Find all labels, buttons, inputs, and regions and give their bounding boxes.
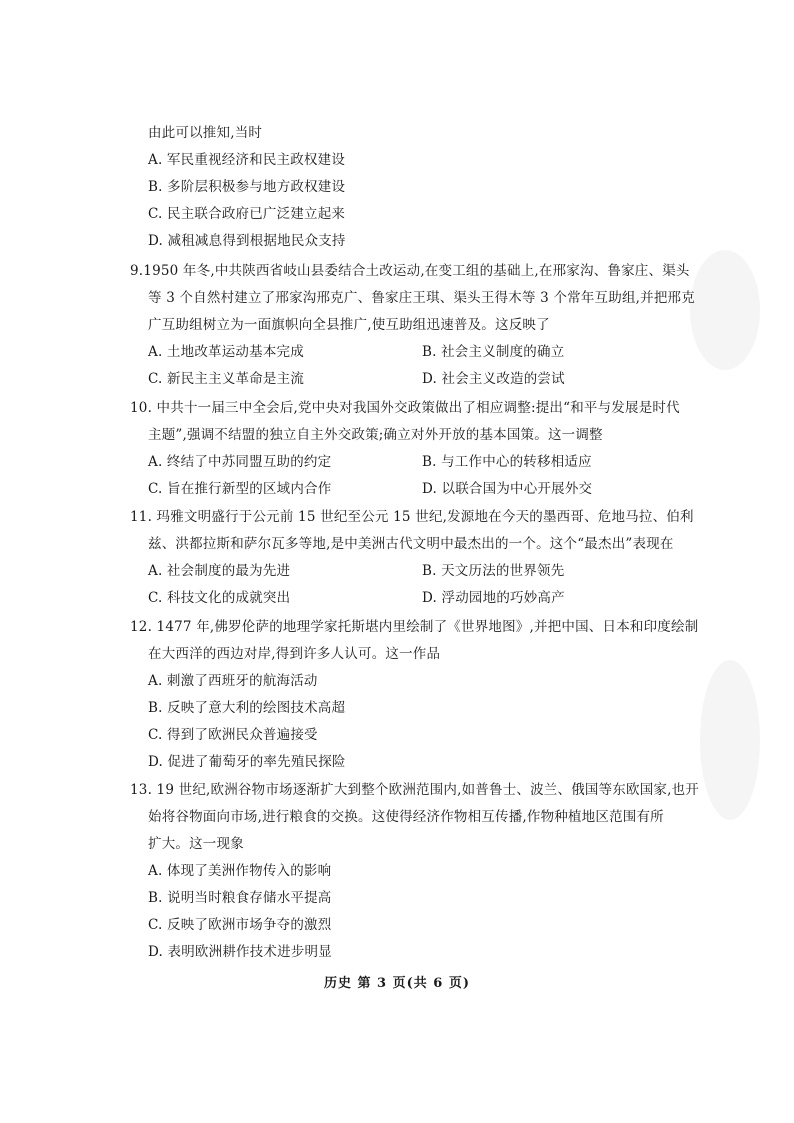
q10-option-c: C. 旨在推行新型的区域内合作 [148, 481, 332, 497]
q8-option-d: D. 减租减息得到根据地民众支持 [148, 233, 346, 249]
q9-stem-line: 等 3 个自然村建立了邢家沟邢克广、鲁家庄王琪、渠头王得木等 3 个常年互助组,并把邢克 [148, 290, 695, 306]
scan-smudge [700, 660, 760, 820]
page-footer: 历史 第 3 页(共 6 页) [323, 976, 471, 991]
q9-stem-line: 9.1950 年冬,中共陕西省岐山县委结合土改运动,在变工组的基础上,在邢家沟、鲁家庄、渠头 [130, 263, 690, 279]
q8-option-b: B. 多阶层积极参与地方政权建设 [148, 179, 346, 195]
q9-option-c: C. 新民主主义革命是主流 [148, 371, 305, 387]
q10-stem-line: 10. 中共十一届三中全会后,党中央对我国外交政策做出了相应调整:提出“和平与发展是时代 [130, 400, 680, 416]
scan-smudge [690, 250, 760, 370]
q13-option-d: D. 表明欧洲耕作技术进步明显 [148, 944, 332, 960]
q11-stem-line: 兹、洪都拉斯和萨尔瓦多等地,是中美洲古代文明中最杰出的一个。这个“最杰出”表现在 [148, 536, 674, 552]
q10-option-b: B. 与工作中心的转移相适应 [422, 454, 592, 470]
q12-option-c: C. 得到了欧洲民众普遍接受 [148, 727, 318, 743]
q12-stem-line: 在大西洋的西边对岸,得到许多人认可。这一作品 [148, 646, 441, 662]
q9-option-b: B. 社会主义制度的确立 [422, 344, 565, 360]
q10-option-d: D. 以联合国为中心开展外交 [422, 481, 593, 497]
q8-stem-end: 由此可以推知,当时 [148, 125, 263, 141]
q8-option-c: C. 民主联合政府已广泛建立起来 [148, 206, 346, 222]
q13-stem-line: 扩大。这一现象 [148, 836, 244, 852]
q13-option-a: A. 体现了美洲作物传入的影响 [148, 863, 332, 879]
q12-stem-line: 12. 1477 年,佛罗伦萨的地理学家托斯堪内里绘制了《世界地图》,并把中国、日本和印度绘制 [130, 619, 699, 635]
q8-option-a: A. 军民重视经济和民主政权建设 [148, 152, 346, 168]
q13-option-c: C. 反映了欧洲市场争夺的激烈 [148, 917, 332, 933]
q11-option-d: D. 浮动园地的巧妙高产 [422, 590, 565, 606]
q13-option-b: B. 说明当时粮食存储水平提高 [148, 890, 332, 906]
q11-option-a: A. 社会制度的最为先进 [148, 563, 291, 579]
q11-stem-line: 11. 玛雅文明盛行于公元前 15 世纪至公元 15 世纪,发源地在今天的墨西哥、危地马拉、伯利 [130, 509, 694, 525]
q13-stem-line: 始将谷物面向市场,进行粮食的交换。这使得经济作物相互传播,作物种植地区范围有所 [148, 809, 664, 825]
q11-option-c: C. 科技文化的成就突出 [148, 590, 291, 606]
q9-option-a: A. 土地改革运动基本完成 [148, 344, 304, 360]
q10-option-a: A. 终结了中苏同盟互助的约定 [148, 454, 332, 470]
q12-option-d: D. 促进了葡萄牙的率先殖民探险 [148, 754, 346, 770]
q9-option-d: D. 社会主义改造的尝试 [422, 371, 565, 387]
q11-option-b: B. 天文历法的世界领先 [422, 563, 565, 579]
q12-option-a: A. 刺激了西班牙的航海活动 [148, 673, 318, 689]
q13-stem-line: 13. 19 世纪,欧洲谷物市场逐渐扩大到整个欧洲范围内,如普鲁士、波兰、俄国等东欧国家,也开 [130, 782, 700, 798]
q10-stem-line: 主题”,强调不结盟的独立自主外交政策;确立对外开放的基本国策。这一调整 [148, 427, 603, 443]
q9-stem-line: 广互助组树立为一面旗帜向全县推广,使互助组迅速普及。这反映了 [148, 317, 550, 333]
q12-option-b: B. 反映了意大利的绘图技术高超 [148, 700, 346, 716]
